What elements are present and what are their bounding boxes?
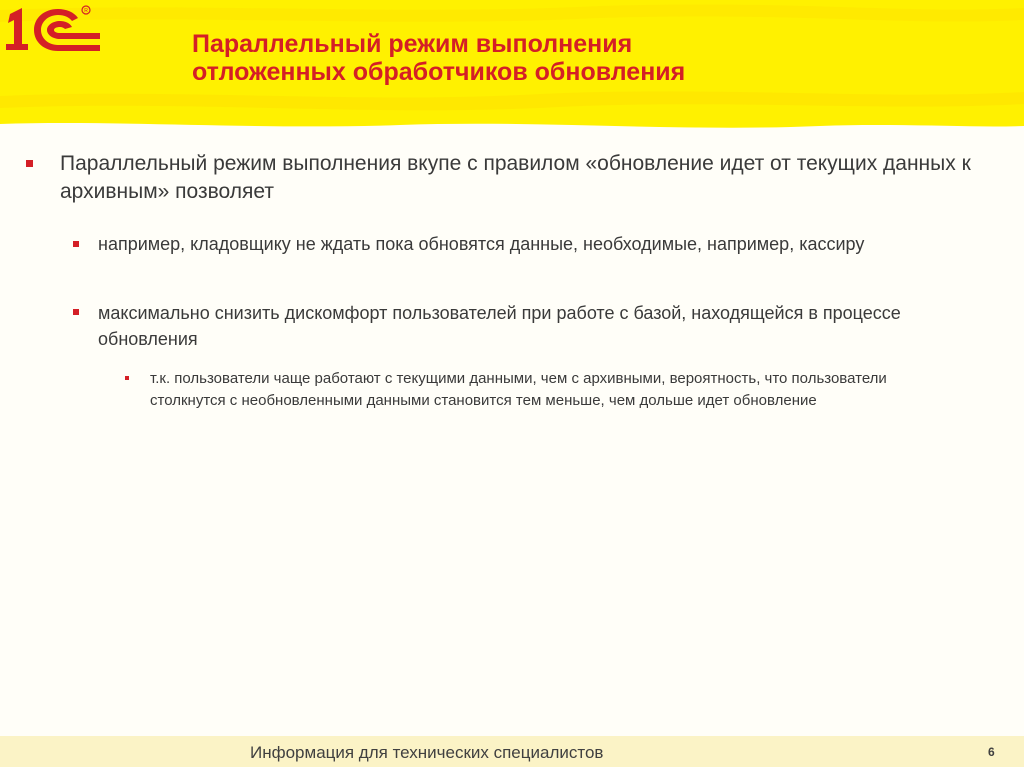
svg-text:R: R [84,8,88,15]
slide-title [192,30,952,86]
bullet-text-level2: максимально снизить дискомфорт пользователей при работе с базой, находящейся в процессе обновления [98,303,901,349]
page-number: 6 [988,745,995,759]
bullet-text-level3: т.к. пользователи чаще работают с текущими данными, чем с архивными, вероятность, что пользователи столкнутся с необновленными данными становится тем меньше, чем дольше идет обновление [150,370,887,409]
bullet-level3-icon [125,376,129,380]
bullet-level2-icon [73,309,79,315]
1c-logo-icon [0,0,110,58]
title-line-1: Параллельный режим выполнения [192,30,633,58]
title-line-2: отложенных обработчиков обновления [192,58,686,86]
bullet-level2-icon [73,241,79,247]
bullet-text-level2: например, кладовщику не ждать пока обновятся данные, необходимые, например, кассиру [98,234,865,254]
header-band [0,0,1024,128]
footer-text: Информация для технических специалистов [250,743,604,762]
bullet-text-level1: Параллельный режим выполнения вкупе с правилом «обновление идет от текущих данных к архивным» позволяет [60,152,971,203]
bullet-level1-icon [26,160,33,167]
